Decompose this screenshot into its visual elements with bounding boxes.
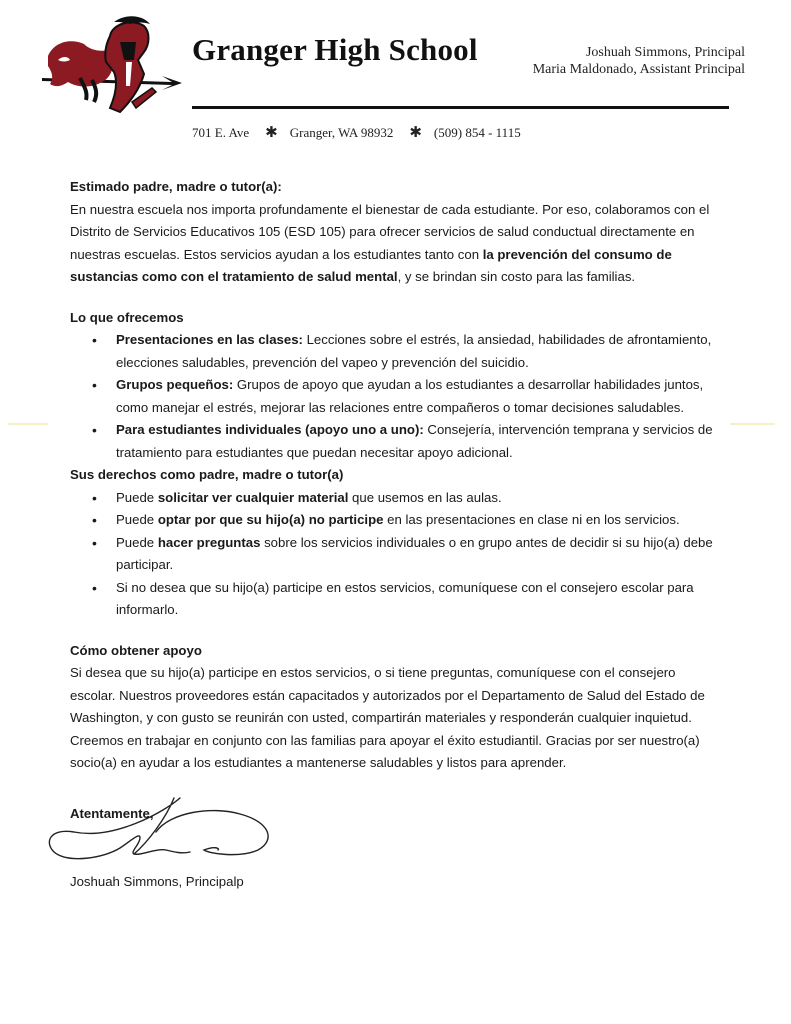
school-name: Granger High School	[192, 32, 478, 67]
item-emphasis: solicitar ver cualquier material	[157, 489, 349, 505]
item-emphasis: optar por que su hijo(a) no participe	[157, 512, 384, 527]
intro-emphasis: la prevención del consumo de sustancias como con el tratamiento de salud mental	[70, 246, 672, 284]
phone-number: (509) 854 - 1115	[433, 125, 521, 140]
scan-artifact	[8, 423, 48, 425]
school-logo	[40, 16, 182, 122]
signer-name: Joshuah Simmons, Principalp	[70, 874, 244, 889]
street-address: 701 E. Ave	[192, 125, 250, 140]
asterisk-icon: ✱	[409, 123, 422, 141]
item-text-end: sobre los servicios individuales o en grupo antes de decidir si su hijo(a) debe participar.	[116, 534, 713, 572]
list-item	[70, 577, 715, 622]
intro-text-end: , y se brindan sin costo para las familias.	[397, 269, 636, 284]
support-heading: Cómo obtener apoyo	[70, 642, 202, 658]
staff-list	[533, 44, 745, 78]
offer-heading: Lo que ofrecemos	[70, 309, 184, 325]
handwritten-signature	[44, 792, 284, 872]
item-text: Puede	[116, 512, 158, 527]
offer-list	[70, 329, 715, 464]
item-text: Grupos de apoyo que ayudan a los estudiantes a desarrollar habilidades juntos, como manejar el estrés, mejorar las relaciones entre compañeros o tomar decisiones saludables.	[116, 377, 704, 415]
item-text: Puede	[116, 489, 158, 505]
item-text: Si no desea que su hijo(a) participe en estos servicios, comuníquese con el consejero escolar para informarlo.	[116, 579, 694, 617]
list-item	[70, 329, 715, 374]
item-title: Grupos pequeños:	[116, 377, 234, 392]
item-text-end: que usemos en las aulas.	[348, 489, 502, 505]
item-text-end: en las presentaciones en clase ni en los servicios.	[383, 512, 680, 527]
list-item	[70, 374, 715, 419]
address-line	[192, 123, 521, 141]
scan-artifact	[730, 423, 775, 425]
list-item	[70, 532, 715, 577]
city-address: Granger, WA 98932	[289, 125, 394, 140]
item-text: Consejería, intervención temprana y servicios de tratamiento para estudiantes que puedan necesitar apoyo adicional.	[116, 422, 713, 460]
letter-body	[70, 176, 715, 775]
principal-name: Joshuah Simmons, Principal	[585, 45, 745, 60]
item-title: Para estudiantes individuales (apoyo uno a uno):	[116, 422, 424, 437]
rights-heading: Sus derechos como padre, madre o tutor(a)	[70, 467, 344, 482]
list-item	[70, 419, 715, 464]
list-item	[70, 487, 715, 510]
list-item	[70, 509, 715, 532]
asterisk-icon: ✱	[265, 123, 278, 141]
item-text: Puede	[116, 534, 158, 550]
item-text: Lecciones sobre el estrés, la ansiedad, habilidades de afrontamiento, elecciones saludables, prevención del vapeo y prevención del suicidio.	[116, 332, 712, 370]
support-paragraph: Si desea que su hijo(a) participe en estos servicios, o si tiene preguntas, comuníquese con el consejero escolar. Nuestros proveedores están capacitados y autorizados por el Departamento de Salud del Estado de Washington, y con gusto se reunirán con usted, compartirán materiales y responderán cualquier inquietud. Creemos en trabajar en conjunto con las familias para apoyar el éxito estudiantil. Gracias por ser nuestro(a) socio(a) en ayudar a los estudiantes a mantenerse saludables y listos para aprender.	[70, 665, 705, 770]
header-divider	[192, 106, 729, 109]
sign-off: Atentamente,	[70, 806, 154, 821]
item-emphasis: hacer preguntas	[157, 534, 261, 550]
assistant-principal-name: Maria Maldonado, Assistant Principal	[532, 62, 745, 77]
rights-list	[70, 487, 715, 622]
item-title: Presentaciones en las clases:	[116, 332, 303, 347]
intro-text: En nuestra escuela nos importa profundamente el bienestar de cada estudiante. Por eso, colaboramos con el Distrito de Servicios Educativos 105 (ESD 105) para ofrecer servicios de salud conductual directamente en nuestras escuelas. Estos servicios ayudan a los estudiantes tanto con	[70, 201, 710, 262]
greeting: Estimado padre, madre o tutor(a):	[70, 179, 282, 194]
intro-paragraph	[70, 199, 715, 289]
